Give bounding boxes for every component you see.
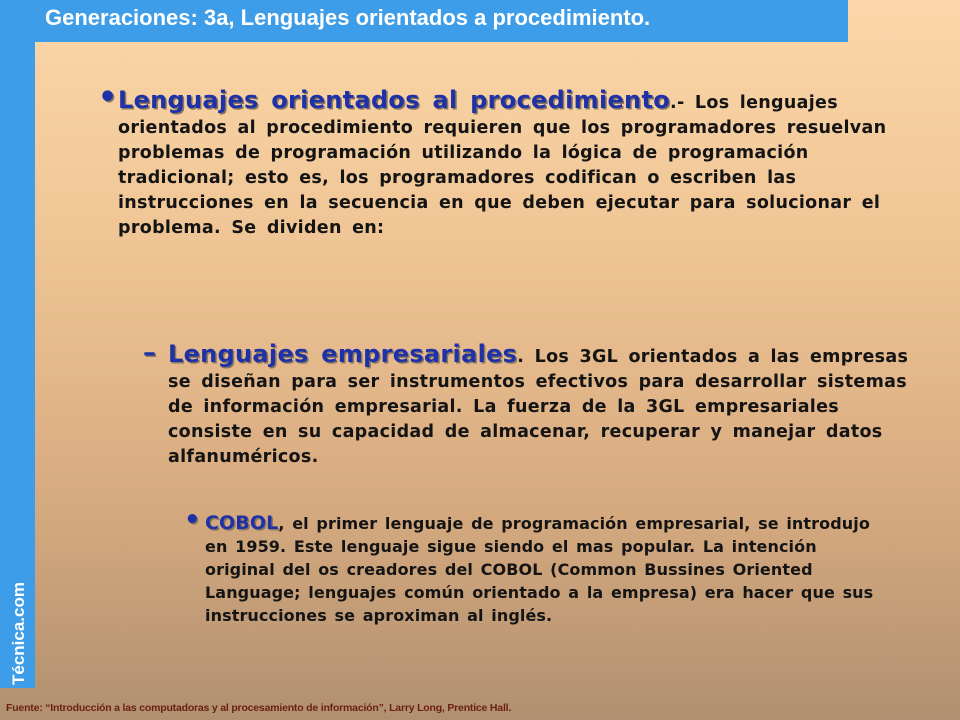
paragraph-procedural-languages xyxy=(118,88,908,241)
title-bar xyxy=(35,0,848,42)
term-cobol: COBOL xyxy=(205,512,279,534)
dash-bullet-icon: – xyxy=(143,338,156,368)
source-footnote: Fuente: “Introducción a las computadoras y al procesamiento de información”, Larry Long, Prentice Hall. xyxy=(6,702,512,714)
paragraph-business-languages xyxy=(168,342,923,470)
brand-watermark xyxy=(5,657,155,685)
paragraph-cobol xyxy=(205,512,885,627)
bullet-icon: • xyxy=(98,80,118,115)
bullet-icon: • xyxy=(184,505,201,535)
paragraph-text: . Los 3GL orientados a las empresas se diseñan para ser instrumentos efectivos para desarrollar sistemas de información empresarial. La fuerza de la 3GL empresariales consiste en su capacidad de almacenar, recuperar y manejar datos alfanuméricos. xyxy=(168,347,909,467)
paragraph-text: .- Los lenguajes orientados al procedimiento requieren que los programadores resuelvan problemas de programación utilizando la lógica de programación tradicional; esto es, los programadores codifican o escriben las instrucciones en la secuencia en que deben ejecutar para solucionar el problema. Se dividen en: xyxy=(118,93,887,238)
page-title: Generaciones: 3a, Lenguajes orientados a procedimiento. xyxy=(45,5,651,30)
term-procedural-languages: Lenguajes orientados al procedimiento xyxy=(118,86,671,114)
term-business-languages: Lenguajes empresariales xyxy=(168,340,518,368)
paragraph-text: , el primer lenguaje de programación empresarial, se introdujo en 1959. Este lenguaje sigue siendo el mas popular. La intención original del os creadores del COBOL (Common Bussines Oriented Language; lenguajes común orientado a la empresa) era hacer que sus instrucciones se aproximan al inglés. xyxy=(205,514,874,625)
